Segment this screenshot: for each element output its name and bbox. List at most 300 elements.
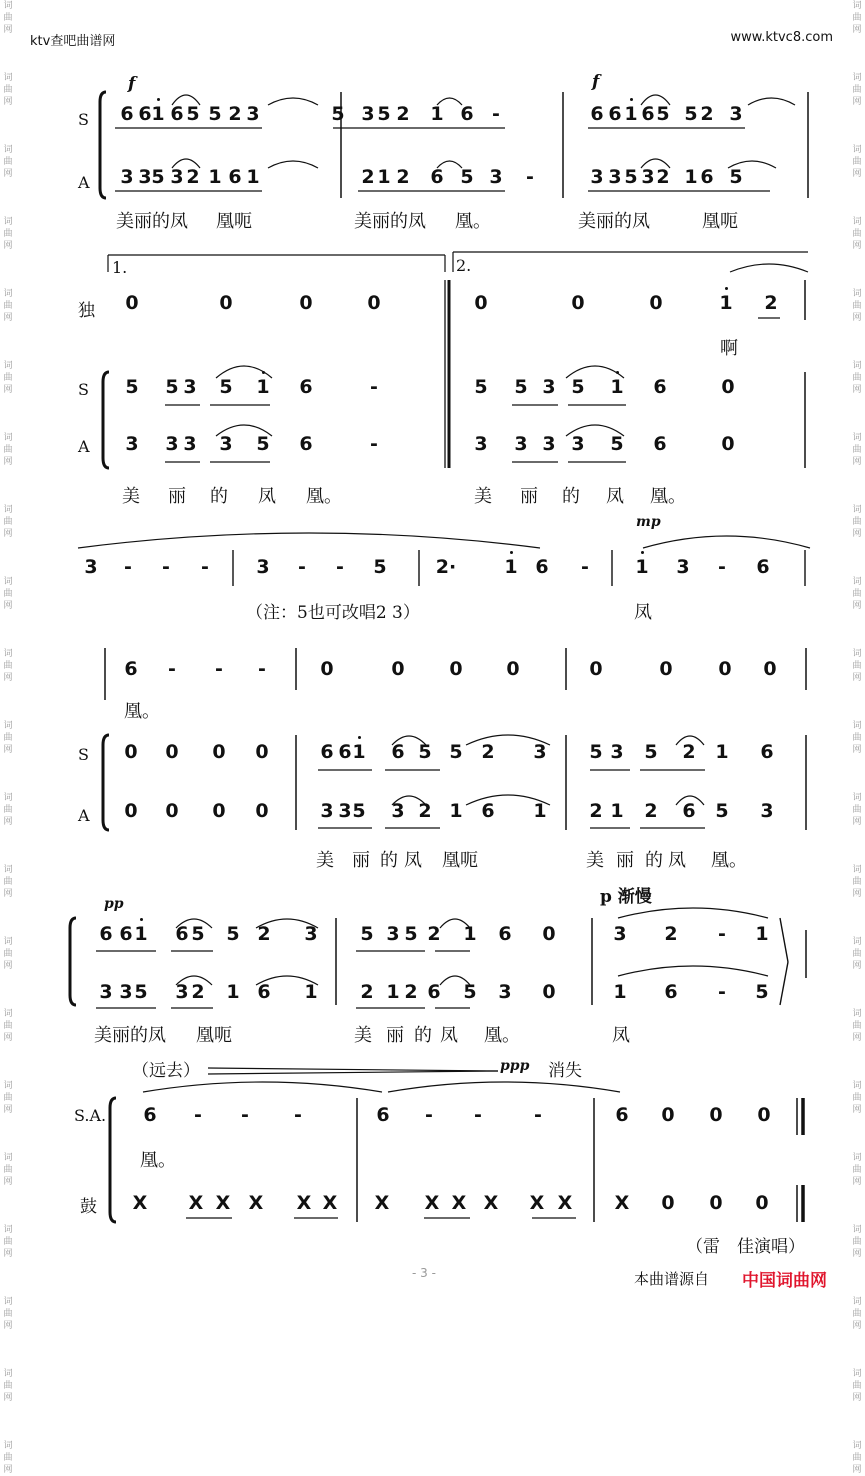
lyric-syllable: 美丽的凤 (578, 211, 650, 232)
slur (392, 796, 426, 805)
note: 3 (304, 923, 318, 945)
lyric-syllable: 凰。 (484, 1025, 520, 1046)
note: 3 (386, 923, 400, 945)
note: 1 (684, 166, 698, 188)
slur (176, 919, 212, 928)
system-bracket (103, 372, 109, 468)
note: 3 (676, 556, 690, 578)
note: - (194, 1104, 202, 1126)
header-left-site[interactable]: ktv查吧曲谱网 (30, 34, 116, 49)
note: 3 (338, 800, 352, 822)
note: 1 (624, 103, 638, 125)
watermark-edge-left: 词 曲 网 词 曲 网 词 曲 网 词 曲 网 词 曲 网 词 曲 网 词 曲 网 词 曲 网 词 曲 网 词 曲 网 词 曲 网 词 曲 网 词 曲 网 词 曲 网 词 曲 网 词 曲 网 词 曲 网 词 曲 网 词 曲 网 词 曲 网 词 曲 网 (3, 1, 13, 1475)
note: 6 (615, 1104, 629, 1126)
note: 6 (120, 103, 134, 125)
note: 3 (119, 981, 133, 1003)
note: 2 (191, 981, 205, 1003)
note: 1 (504, 556, 518, 578)
note: - (162, 556, 170, 578)
note: - (718, 923, 726, 945)
note: 6 (143, 1104, 157, 1126)
note: 6 (427, 981, 441, 1003)
note: 0 (661, 1104, 675, 1126)
dynamic-p-slow: p 渐慢 (600, 887, 652, 907)
lyric-syllable: 美丽的凤 (94, 1025, 166, 1046)
slur (437, 161, 462, 168)
note: 2 (764, 292, 778, 314)
note: 3 (729, 103, 743, 125)
dynamic-f: f (128, 74, 136, 94)
system-bracket (100, 92, 106, 198)
label-s: S (78, 110, 89, 129)
note: 0 (649, 292, 663, 314)
note: 5 (134, 981, 148, 1003)
note: 6 (338, 741, 352, 763)
lyric-syllable: 凤 (258, 486, 276, 507)
note: 0 (721, 376, 735, 398)
lyric-syllable: 凤 (668, 850, 686, 871)
lyric-syllable: 凤 (612, 1025, 630, 1046)
note: X (374, 1192, 390, 1214)
note: 6 (257, 981, 271, 1003)
note: - (581, 556, 589, 578)
note: 6 (430, 166, 444, 188)
note: - (215, 658, 223, 680)
note: 1 (352, 741, 366, 763)
note: 0 (709, 1192, 723, 1214)
note: 0 (757, 1104, 771, 1126)
note: 1 (386, 981, 400, 1003)
system6-lyric: 凰。 (140, 1150, 176, 1171)
note: 6 (653, 433, 667, 455)
lyric-syllable: 凰。 (650, 486, 686, 507)
slur (641, 95, 670, 105)
note: X (424, 1192, 440, 1214)
note: 6 (682, 800, 696, 822)
note: 3 (170, 166, 184, 188)
note: 6 (299, 433, 313, 455)
header-right-url[interactable]: www.ktvc8.com (730, 30, 833, 45)
slur (641, 159, 670, 168)
note: 6 (700, 166, 714, 188)
note: 6 (138, 103, 152, 125)
note: 5 (352, 800, 366, 822)
note: 3 (613, 923, 627, 945)
note: 1 (377, 166, 391, 188)
slur (256, 976, 318, 985)
lyric-syllable: 凰。 (711, 850, 747, 871)
note: 6 (653, 376, 667, 398)
label-a: A (78, 173, 90, 192)
lyric-syllable: 丽 (386, 1025, 404, 1046)
note: 1 (613, 981, 627, 1003)
note: 5 (404, 923, 418, 945)
note: 6 (590, 103, 604, 125)
note: 3 (760, 800, 774, 822)
label-sa: S.A. (74, 1106, 107, 1125)
note: 6 (535, 556, 549, 578)
note: X (557, 1192, 573, 1214)
lyric-syllable: 丽 (352, 850, 370, 871)
note: 5 (656, 103, 670, 125)
slur (216, 366, 272, 378)
slur (440, 976, 470, 985)
solo-lyric-a: 啊 (720, 338, 738, 359)
slur (176, 976, 212, 985)
note: 1 (533, 800, 547, 822)
tie (730, 264, 808, 272)
lyric-syllable: 凰呃 (442, 850, 478, 871)
note: 5 (360, 923, 374, 945)
note: 1 (256, 376, 270, 398)
note: - (336, 556, 344, 578)
note: 1 (430, 103, 444, 125)
note: X (215, 1192, 231, 1214)
note: 3 (246, 103, 260, 125)
note: 0 (320, 658, 334, 680)
lyric-syllable: 凤 (440, 1025, 458, 1046)
dynamic-f: f (592, 72, 600, 92)
note: 3 (175, 981, 189, 1003)
slur (566, 425, 624, 436)
note: 2 (589, 800, 603, 822)
note: 5 (684, 103, 698, 125)
tie (643, 536, 810, 548)
note: 0 (506, 658, 520, 680)
note: 0 (763, 658, 777, 680)
credit-text: （雷 佳演唱） (686, 1237, 805, 1257)
note: 2 (481, 741, 495, 763)
note: 6 (99, 923, 113, 945)
note: 3 (610, 741, 624, 763)
note: 2 (186, 166, 200, 188)
decrescendo-line (208, 1068, 498, 1071)
note: - (294, 1104, 302, 1126)
lyric-syllable: 凰。 (455, 211, 491, 232)
note: 0 (299, 292, 313, 314)
slur (676, 796, 704, 805)
lyric-syllable: 美 (122, 486, 140, 507)
lyric-syllable: 美丽的凤 (116, 211, 188, 232)
note: 0 (755, 1192, 769, 1214)
note: 6 (498, 923, 512, 945)
note: 1 (715, 741, 729, 763)
note: 3 (84, 556, 98, 578)
note: 2 (700, 103, 714, 125)
slur (728, 161, 776, 168)
note: 3 (183, 433, 197, 455)
slur (268, 161, 318, 168)
system-bracket (70, 918, 76, 1005)
note: 6 (175, 923, 189, 945)
note: 2 (404, 981, 418, 1003)
note: 1 (635, 556, 649, 578)
watermark-edge-right: 词 曲 网 词 曲 网 词 曲 网 词 曲 网 词 曲 网 词 曲 网 词 曲 网 词 曲 网 词 曲 网 词 曲 网 词 曲 网 词 曲 网 词 曲 网 词 曲 网 词 曲 网 词 曲 网 词 曲 网 词 曲 网 词 曲 网 词 曲 网 词 曲 网 (852, 1, 862, 1475)
note: 3 (498, 981, 512, 1003)
note: 3 (361, 103, 375, 125)
note: 0 (474, 292, 488, 314)
note: 0 (449, 658, 463, 680)
note: - (258, 658, 266, 680)
tie (388, 1082, 620, 1092)
slur (172, 159, 200, 168)
decrescendo-line (208, 1071, 498, 1074)
note: 5 (624, 166, 638, 188)
lyric-syllable: 的 (414, 1025, 432, 1046)
note: 1 (208, 166, 222, 188)
lyric-syllable: 丽 (168, 486, 186, 507)
dynamic-mp: mp (636, 514, 661, 530)
lyric-syllable: 丽 (520, 486, 538, 507)
note: X (614, 1192, 630, 1214)
volta-first: 1. (112, 258, 128, 277)
note: 2 (360, 981, 374, 1003)
lyric-syllable: 的 (645, 850, 663, 871)
slur (216, 425, 272, 436)
note: 1 (610, 800, 624, 822)
dynamic-ppp: ppp (500, 1058, 530, 1074)
label-a: A (78, 437, 90, 456)
note: 5 (715, 800, 729, 822)
note: 1 (151, 103, 165, 125)
note: - (168, 658, 176, 680)
note: 1 (246, 166, 260, 188)
note: 1 (449, 800, 463, 822)
slur (466, 795, 550, 805)
note: 1 (610, 376, 624, 398)
note: 1 (463, 923, 477, 945)
note: 2 (427, 923, 441, 945)
note: 3 (542, 433, 556, 455)
note: 0 (165, 741, 179, 763)
note: 6 (119, 923, 133, 945)
slur (676, 736, 704, 745)
note: 0 (391, 658, 405, 680)
lyric-syllable: 凰。 (306, 486, 342, 507)
slur (566, 366, 624, 378)
note: - (298, 556, 306, 578)
note: 6 (376, 1104, 390, 1126)
note: 5 (186, 103, 200, 125)
note: - (201, 556, 209, 578)
system4-solo-lyric: 凰。 (124, 701, 160, 722)
note: - (124, 556, 132, 578)
note: 3 (608, 166, 622, 188)
note: 0 (219, 292, 233, 314)
note: 5 (460, 166, 474, 188)
slur (172, 95, 200, 105)
note: 2 (228, 103, 242, 125)
note: 3 (590, 166, 604, 188)
note: 0 (165, 800, 179, 822)
label-s: S (78, 380, 89, 399)
note: 3 (533, 741, 547, 763)
note: - (718, 556, 726, 578)
lyric-syllable: 凤 (404, 850, 422, 871)
system-bracket (110, 1098, 116, 1222)
lyric-syllable: 凤 (606, 486, 624, 507)
note: 0 (542, 923, 556, 945)
label-a: A (78, 806, 90, 825)
note: 5 (474, 376, 488, 398)
note: 0 (571, 292, 585, 314)
slur (392, 736, 426, 745)
label-solo: 独 (78, 301, 95, 321)
note: 6 (481, 800, 495, 822)
slur (748, 98, 795, 105)
note: 3 (514, 433, 528, 455)
note: 3 (474, 433, 488, 455)
note: - (526, 166, 534, 188)
lyric-syllable: 的 (210, 486, 228, 507)
note: X (188, 1192, 204, 1214)
note: 6 (664, 981, 678, 1003)
note: 0 (124, 800, 138, 822)
volta-second: 2. (456, 256, 472, 275)
note: 6 (391, 741, 405, 763)
note: 6 (170, 103, 184, 125)
note: 0 (542, 981, 556, 1003)
note: - (425, 1104, 433, 1126)
note: 0 (661, 1192, 675, 1214)
note: 5 (191, 923, 205, 945)
note: X (248, 1192, 264, 1214)
lyric-syllable: 的 (562, 486, 580, 507)
note: 0 (212, 741, 226, 763)
note: 0 (255, 741, 269, 763)
lyric-syllable: 美 (586, 850, 604, 871)
slur (437, 98, 462, 105)
note: 3 (542, 376, 556, 398)
note: 1 (304, 981, 318, 1003)
slur (440, 919, 470, 928)
note: 0 (125, 292, 139, 314)
note: 3 (489, 166, 503, 188)
slur (466, 735, 550, 745)
note: 0 (721, 433, 735, 455)
note: 5 (165, 376, 179, 398)
tie (618, 966, 768, 976)
note: 5 (463, 981, 477, 1003)
note: 5 (331, 103, 345, 125)
note: 2 (644, 800, 658, 822)
footer-site-link[interactable]: 中国词曲网 (742, 1271, 827, 1291)
direction-yuanqu: （远去） (132, 1061, 200, 1081)
note: 5 (208, 103, 222, 125)
note: 1 (719, 292, 733, 314)
note: 0 (589, 658, 603, 680)
label-drum: 鼓 (80, 1197, 97, 1217)
note: 0 (367, 292, 381, 314)
note: 6 (299, 376, 313, 398)
system-bracket (103, 735, 109, 830)
slur (268, 98, 318, 105)
note: - (718, 981, 726, 1003)
note: 0 (659, 658, 673, 680)
lyric-syllable: 美 (474, 486, 492, 507)
note: 2 (656, 166, 670, 188)
lyric-syllable: 的 (380, 850, 398, 871)
note: 5 (151, 166, 165, 188)
lyric-syllable: 丽 (616, 850, 634, 871)
lyric-syllable: 凰呃 (196, 1025, 232, 1046)
note: 3 (120, 166, 134, 188)
note: 3 (138, 166, 152, 188)
note: X (322, 1192, 338, 1214)
note: 2 (418, 800, 432, 822)
note: 5 (418, 741, 432, 763)
dynamic-pp: pp (104, 896, 124, 912)
tie (143, 1082, 382, 1092)
direction-xiaoshi: 消失 (548, 1061, 582, 1081)
note: 0 (709, 1104, 723, 1126)
note: 3 (256, 556, 270, 578)
note: 2 (396, 103, 410, 125)
note: 5 (226, 923, 240, 945)
lyric-syllable: 美丽的凤 (354, 211, 426, 232)
tie (618, 908, 768, 918)
note: 2 (361, 166, 375, 188)
note: 5 (610, 433, 624, 455)
note: 3 (391, 800, 405, 822)
system3-lyric: 凤 (634, 602, 652, 623)
note: 5 (449, 741, 463, 763)
lyric-syllable: 美 (316, 850, 334, 871)
note: 2 (257, 923, 271, 945)
footer-source-label: 本曲谱源自 (634, 1270, 710, 1288)
note: 6 (460, 103, 474, 125)
note: - (241, 1104, 249, 1126)
tie (78, 533, 540, 548)
note: X (529, 1192, 545, 1214)
note: 3 (99, 981, 113, 1003)
lyric-syllable: 凰呃 (702, 211, 738, 232)
note: 5 (219, 376, 233, 398)
note: 3 (571, 433, 585, 455)
note: 6 (124, 658, 138, 680)
note: 5 (589, 741, 603, 763)
slur (256, 919, 318, 928)
note: 3 (320, 800, 334, 822)
note: - (370, 433, 378, 455)
note: 0 (718, 658, 732, 680)
note: 6 (760, 741, 774, 763)
note: 3 (165, 433, 179, 455)
note: 5 (125, 376, 139, 398)
note: 2 (682, 741, 696, 763)
note: 1 (755, 923, 769, 945)
page-number: - 3 - (412, 1266, 436, 1280)
note: 6 (641, 103, 655, 125)
note: 5 (373, 556, 387, 578)
note: - (370, 376, 378, 398)
note: 2· (435, 556, 457, 578)
note: 2 (396, 166, 410, 188)
note: 5 (755, 981, 769, 1003)
bracket (780, 962, 788, 1005)
lyric-syllable: 凰呃 (216, 211, 252, 232)
note: 1 (134, 923, 148, 945)
note: - (492, 103, 500, 125)
label-s: S (78, 745, 89, 764)
note: 3 (641, 166, 655, 188)
note: - (474, 1104, 482, 1126)
note: 0 (212, 800, 226, 822)
note: 5 (644, 741, 658, 763)
note: 5 (729, 166, 743, 188)
note: - (534, 1104, 542, 1126)
note: X (451, 1192, 467, 1214)
